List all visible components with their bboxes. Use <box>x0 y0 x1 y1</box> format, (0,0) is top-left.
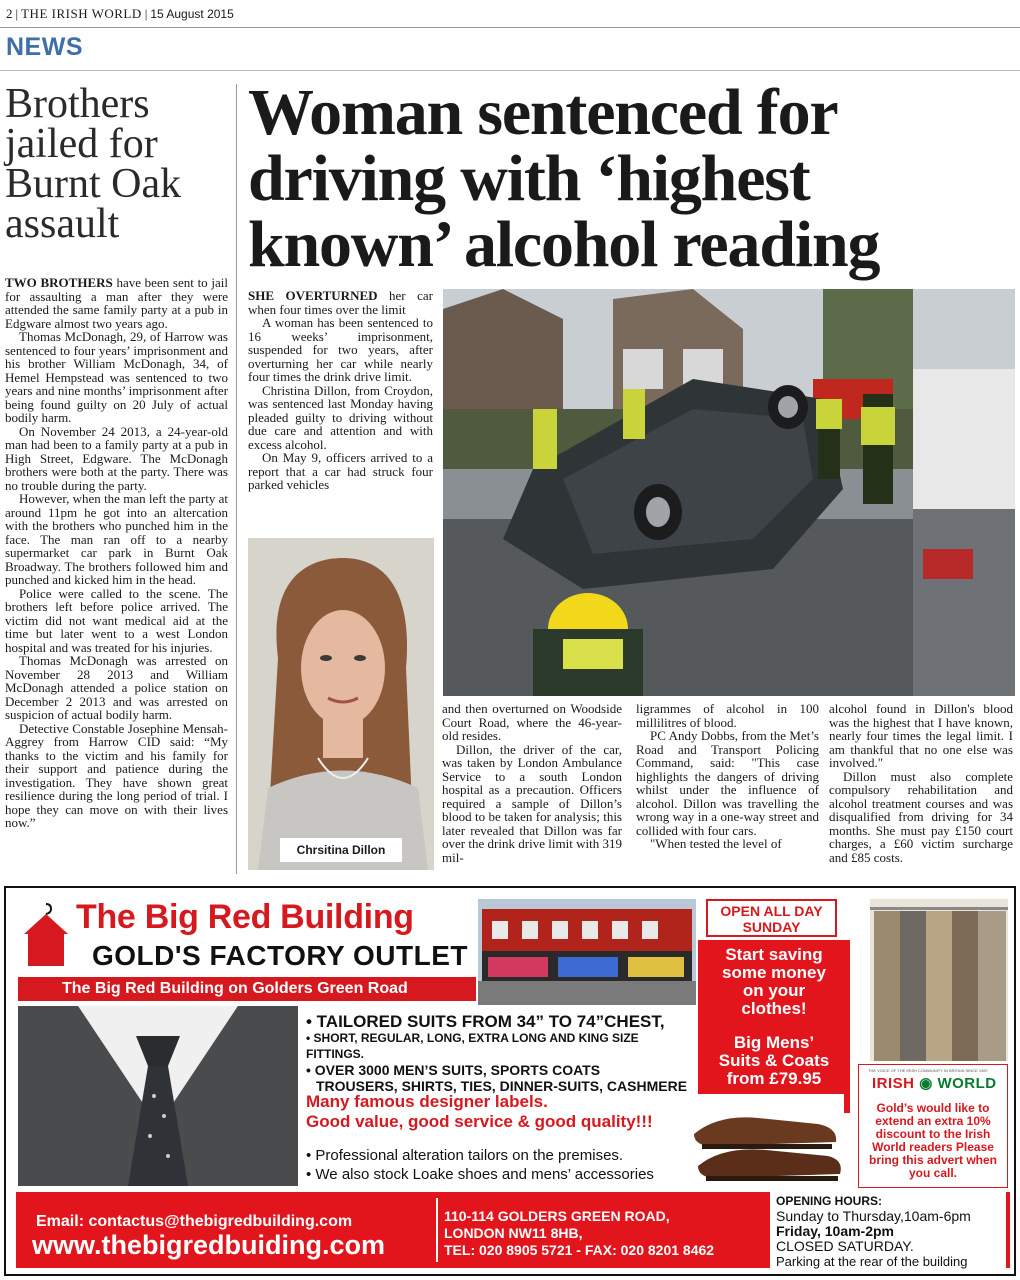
product-line: TROUSERS, SHIRTS, TIES, DINNER-SUITS, CASHMERE <box>316 1078 688 1094</box>
paragraph: PC Andy Dobbs, from the Met’s Road and Transport Policing Command, said: "This case highlights the dangers of driving whilst under the influence of alcohol. Dillon was travelling the wrong way in a one-way street and collided with four cars. <box>636 728 819 838</box>
headline-line: assault <box>5 201 120 247</box>
badge-line: SUNDAY <box>742 919 801 935</box>
paragraph: and then overturned on Woodside Court Road, where the 46-year-old resides. <box>442 701 622 743</box>
promo-line: Start saving <box>725 945 823 964</box>
hours-weekdays: Sunday to Thursday,10am-6pm <box>776 1208 971 1224</box>
advert-location-bar: The Big Red Building on Golders Green Road <box>18 977 476 1001</box>
promo-line: Suits & Coats <box>718 1051 830 1070</box>
paragraph: Police were called to the scene. The brothers left before police arrived. The victim did not want medical aid at the time but later went to a west London hospital and was treated for his injuries. <box>5 585 228 655</box>
product-line: • SHORT, REGULAR, LONG, EXTRA LONG AND KING SIZE FITTINGS. <box>306 1031 639 1061</box>
advert-subtitle: GOLD'S FACTORY OUTLET <box>92 940 468 971</box>
paragraph-text: her car when four times over the limit <box>248 288 434 317</box>
paragraph: Dillon, the driver of the car, was taken by London Ambulance Service to a south London hospital as a precaution. Officers required a sample of Dillon’s blood to be taken for analysis; this later revealed that Dillon was far over the drink drive limit with 319 mil- <box>442 741 622 865</box>
designer-labels-text <box>306 1092 698 1132</box>
paragraph-text: have been sent to jail for assaulting a man after they were attended the same family party at a pub in Edgware almost two years ago. <box>5 275 228 331</box>
headline-line: Burnt Oak <box>5 161 182 207</box>
headline-line: Brothers <box>5 81 150 127</box>
irish-world-offer-text: Gold’s would like to extend an extra 10% discount to the Irish World readers Please bring this advert when you call. <box>868 1101 997 1180</box>
designer-line: Many famous designer labels. <box>306 1092 548 1111</box>
paragraph <box>248 289 433 316</box>
advert-email: Email: contactus@thebigredbuilding.com <box>36 1213 353 1230</box>
paragraph <box>5 276 228 330</box>
address-line: TEL: 020 8905 5721 - FAX: 020 8201 8462 <box>444 1242 715 1258</box>
open-sunday-badge <box>706 899 837 937</box>
overturned-car-photo <box>443 289 1015 696</box>
headline-line: driving with ‘highest <box>248 142 810 215</box>
service-line: • Professional alteration tailors on the premises. <box>306 1147 624 1164</box>
paragraph: On November 24 2013, a 24-year-old man had been to a family party at a pub in High Street, Edgware. The McDonagh brothers were both at the party. There was no trouble during the party. <box>5 423 228 493</box>
paragraph: Thomas McDonagh was arrested on November 28 2013 and William McDonagh attended a police station on December 2 2013 and was arrested on suspicion of actual bodily harm. <box>5 653 228 722</box>
christina-dillon-photo <box>248 538 434 870</box>
opening-hours <box>770 1192 1006 1268</box>
paragraph: Christina Dillon, from Croydon, was sentenced last Monday having pleaded guilty to driving without due care and attention and with excess alcohol. <box>248 382 433 452</box>
main-story-column-1 <box>248 289 433 492</box>
paragraph: Detective Constable Josephine Mensah-Aggrey from Harrow CID said: “My thanks to the victim and his family for their support and patience during the investigation. They have shown great resilience during the long period of trial. I hope they can move on with their lives now.” <box>5 720 228 830</box>
globe-icon: ◉ <box>919 1075 933 1092</box>
section-label: NEWS <box>6 33 83 61</box>
lede: TWO BROTHERS <box>5 275 113 290</box>
logo-irish: IRISH <box>872 1075 915 1092</box>
left-story-body <box>5 276 228 830</box>
hours-label: OPENING HOURS: <box>776 1194 883 1208</box>
column-divider <box>236 84 237 874</box>
main-story-column-2 <box>442 702 622 864</box>
hours-saturday: CLOSED SATURDAY. <box>776 1238 914 1254</box>
headline-line: known’ alcohol reading <box>248 208 880 281</box>
hours-friday: Friday, 10am-2pm <box>776 1223 895 1239</box>
photo-caption: Chrsitina Dillon <box>280 838 402 862</box>
publication-name: THE IRISH WORLD <box>21 6 142 21</box>
paragraph: On May 9, officers arrived to a report that a car had struck four parked vehicles <box>248 450 433 492</box>
advert-title: The Big Red Building <box>76 898 414 936</box>
header-rule <box>0 27 1020 28</box>
paragraph: "When tested the level of <box>650 836 782 851</box>
main-story-column-3 <box>636 702 819 851</box>
footer-divider <box>436 1198 438 1262</box>
promo-red-box <box>698 940 850 1113</box>
promo-line: some money <box>722 963 826 982</box>
main-story-column-4 <box>829 702 1013 864</box>
page-number: 2 <box>6 6 13 21</box>
advert-website: www.thebigredbuiding.com <box>32 1230 385 1260</box>
paragraph: Dillon must also complete compulsory rehabilitation and alcohol treatment courses and was disqualified from driving for 34 months. She must pay £150 court charges, a £60 victim surcharge and £85 costs. <box>829 768 1013 865</box>
irish-world-logo <box>872 1074 997 1092</box>
paragraph: A woman has been sentenced to 16 weeks’ imprisonment, suspended for two years, after overturning her car while nearly four times the drink drive limit. <box>248 315 433 384</box>
logo-world: WORLD <box>937 1075 997 1092</box>
service-line: • We also stock Loake shoes and mens’ accessories <box>306 1166 654 1183</box>
store-front-photo <box>478 899 696 1005</box>
promo-line: Big Mens’ <box>733 1033 815 1052</box>
paragraph: alcohol found in Dillon's blood was the highest that I have known, nearly four times the legal limit. I am thankful that no one else was involved." <box>829 701 1013 770</box>
product-line: • TAILORED SUITS FROM 34” TO 74”CHEST, <box>306 1012 665 1031</box>
issue-date: 15 August 2015 <box>150 7 234 21</box>
headline-line: jailed for <box>5 121 158 167</box>
left-story-headline <box>5 81 230 247</box>
lede: SHE OVERTURNED <box>248 288 378 303</box>
paragraph: Thomas McDonagh, 29, of Harrow was sentenced to four years’ imprisonment and his brother William McDonagh, 34, of Hemel Hempstead was sentenced to two years and nine months’ imprisonment after being found guilty on 20 July of actual bodily harm. <box>5 329 228 425</box>
paragraph: ligrammes of alcohol in 100 millilitres of blood. <box>636 701 819 730</box>
folio-line: 2 | THE IRISH WORLD | 15 August 2015 <box>6 6 234 21</box>
designer-line: Good value, good service & good quality!!! <box>306 1112 653 1131</box>
address-line: 110-114 GOLDERS GREEN ROAD, <box>444 1208 670 1224</box>
badge-line: OPEN ALL DAY <box>720 903 823 919</box>
promo-line: on your <box>742 981 806 1000</box>
suit-and-tie-photo <box>18 1006 298 1186</box>
product-line: • OVER 3000 MEN’S SUITS, SPORTS COATS <box>306 1062 601 1078</box>
headline-line: Woman sentenced for <box>248 76 838 149</box>
brogue-shoes-photo <box>688 1094 844 1190</box>
services-list <box>306 1146 698 1184</box>
irish-world-strapline: THE VOICE OF THE IRISH COMMUNITY IN BRITAIN SINCE 1987 <box>868 1068 988 1073</box>
spacer <box>702 1018 846 1034</box>
promo-line: clothes! <box>741 999 807 1018</box>
red-building-icon <box>22 902 70 968</box>
parking-note: Parking at the rear of the building <box>776 1254 968 1269</box>
paragraph: However, when the man left the party at around 11pm he got into an altercation with the brothers who punched him in the face. The man ran off to a nearby supermarket car park in Burnt Oak Broadway. The brothers followed him and punched and kicked him in the head. <box>5 491 228 587</box>
jackets-rack-photo <box>870 899 1008 1061</box>
advert-address <box>444 1208 714 1259</box>
promo-line: from £79.95 <box>726 1069 822 1088</box>
section-rule <box>0 70 1020 71</box>
address-line: LONDON NW11 8HB, <box>444 1225 583 1241</box>
advert-product-list <box>306 1014 698 1094</box>
main-story-headline <box>248 76 1018 281</box>
